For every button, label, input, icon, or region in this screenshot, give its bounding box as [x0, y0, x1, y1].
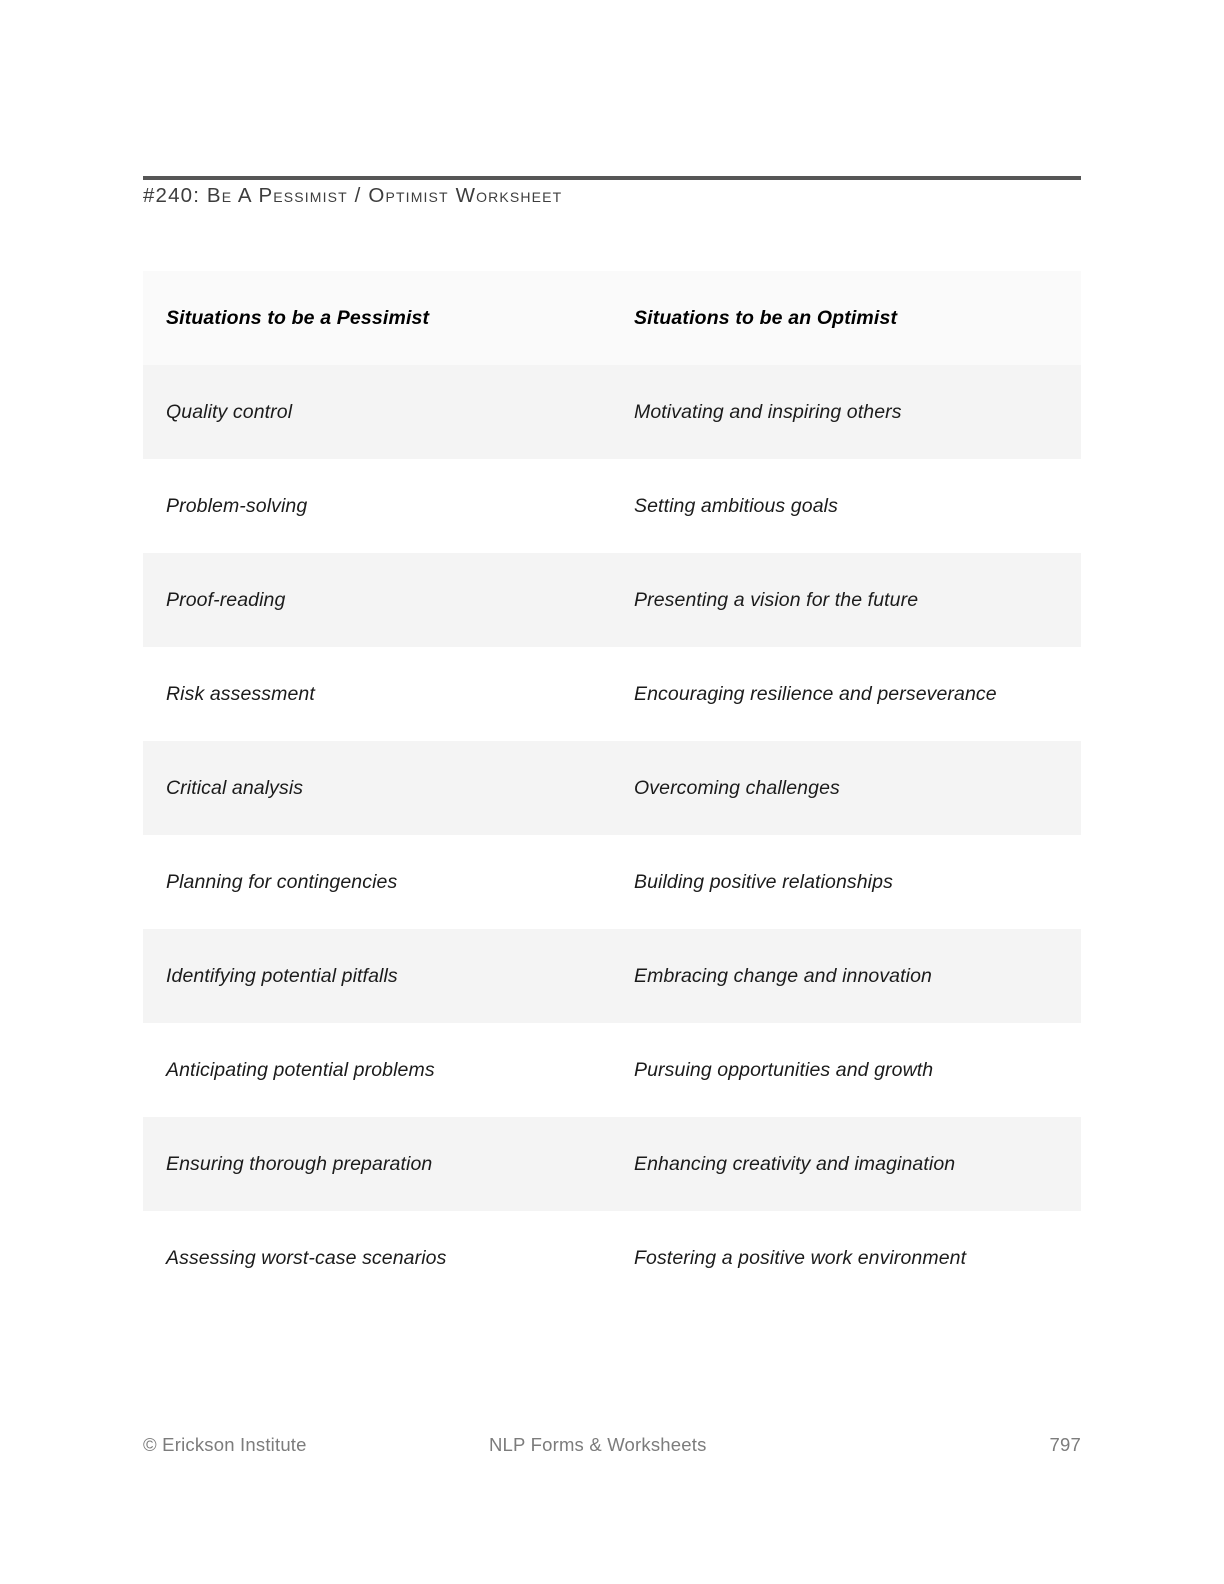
header-divider-rule [143, 176, 1081, 180]
cell-optimist: Motivating and inspiring others [634, 400, 902, 423]
cell-pessimist: Critical analysis [166, 776, 304, 799]
table-row [143, 459, 1081, 553]
table-row [143, 553, 1081, 647]
cell-pessimist: Ensuring thorough preparation [166, 1152, 433, 1175]
cell-pessimist: Anticipating potential problems [166, 1058, 435, 1081]
cell-pessimist: Planning for contingencies [166, 870, 398, 893]
page-title: #240: Be A Pessimist / Optimist Worksheet [143, 184, 563, 207]
table-row [143, 741, 1081, 835]
cell-pessimist: Assessing worst-case scenarios [166, 1246, 447, 1269]
cell-optimist: Building positive relationships [634, 870, 893, 893]
cell-pessimist: Problem-solving [166, 494, 308, 517]
footer-page-number: 797 [1049, 1434, 1081, 1455]
cell-pessimist: Proof-reading [166, 588, 286, 611]
table-header-row [143, 271, 1081, 365]
table-body [143, 365, 1081, 1305]
column-header-pessimist: Situations to be a Pessimist [166, 306, 430, 329]
table-header [143, 271, 1081, 365]
footer-copyright: © Erickson Institute [143, 1434, 307, 1455]
cell-optimist: Embracing change and innovation [634, 964, 932, 987]
pessimist-optimist-table [143, 271, 1081, 1305]
table-row [143, 1023, 1081, 1117]
page-footer [143, 1434, 1081, 1460]
cell-optimist: Pursuing opportunities and growth [634, 1058, 934, 1081]
cell-optimist: Setting ambitious goals [634, 494, 838, 517]
table-row [143, 365, 1081, 459]
cell-optimist: Fostering a positive work environment [634, 1246, 967, 1269]
table-row [143, 835, 1081, 929]
cell-optimist: Enhancing creativity and imagination [634, 1152, 956, 1175]
table-row [143, 1117, 1081, 1211]
table-row [143, 1211, 1081, 1305]
cell-optimist: Encouraging resilience and perseverance [634, 682, 997, 705]
cell-pessimist: Risk assessment [166, 682, 315, 705]
table-row [143, 929, 1081, 1023]
cell-optimist: Presenting a vision for the future [634, 588, 919, 611]
cell-optimist: Overcoming challenges [634, 776, 840, 799]
table-row [143, 647, 1081, 741]
footer-section-title: NLP Forms & Worksheets [489, 1434, 707, 1455]
cell-pessimist: Identifying potential pitfalls [166, 964, 398, 987]
cell-pessimist: Quality control [166, 400, 293, 423]
column-header-optimist: Situations to be an Optimist [634, 306, 898, 329]
